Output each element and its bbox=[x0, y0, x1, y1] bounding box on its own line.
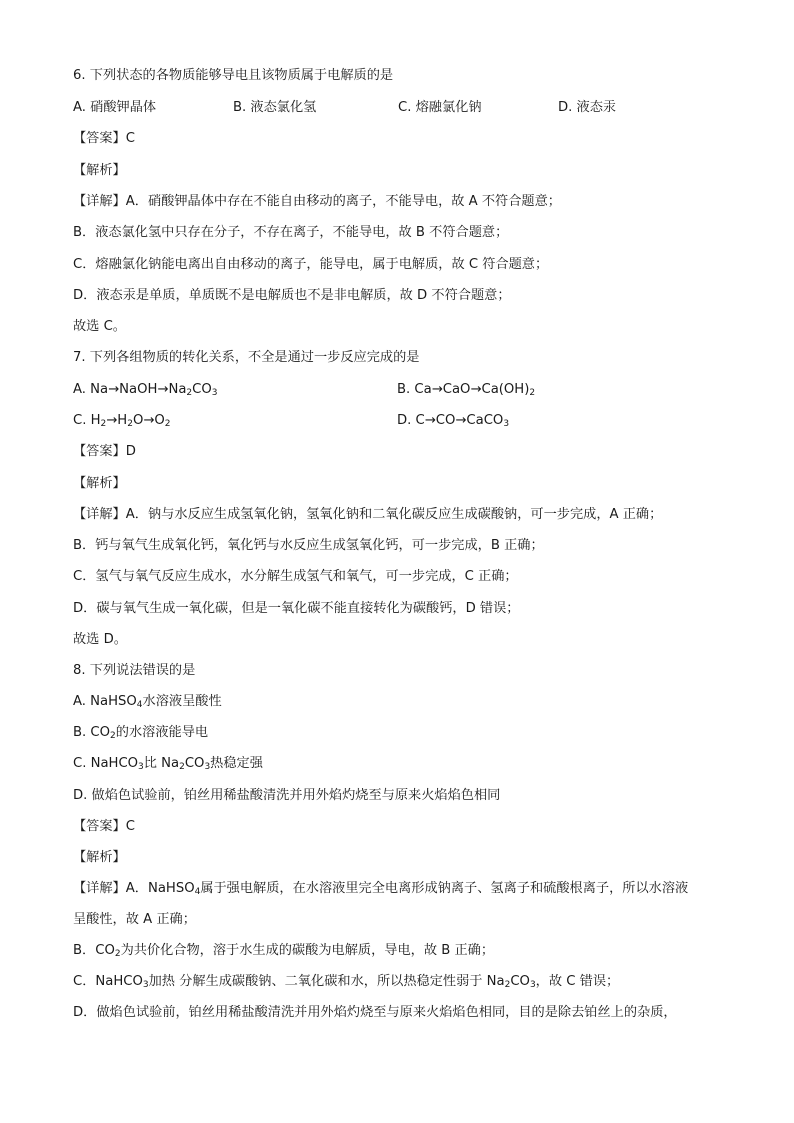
question-6-answer: 【答案】C bbox=[73, 131, 135, 146]
question-8-option-a: A. NaHSO$_4$水溶液呈酸性 bbox=[73, 694, 222, 710]
question-8-detail-b: B．$CO_2$为共价化合物，溶于水生成的碳酸为电解质，导电，故 B 正确； bbox=[73, 943, 495, 959]
question-6-detail-a: 【详解】A．硝酸钾晶体中存在不能自由移动的离子，不能导电，故 A 不符合题意； bbox=[73, 194, 561, 209]
question-6-detail-b: B．液态氯化氢中只存在分子，不存在离子，不能导电，故 B 不符合题意； bbox=[73, 225, 509, 240]
question-7-option-c: C. $H_2\to H_2O\to O_2$ bbox=[73, 413, 171, 429]
question-7-detail-a: 【详解】A．钠与水反应生成氢氧化钠，氢氧化钠和二氧化碳反应生成碳酸钠，可一步完成，A 正确； bbox=[73, 507, 663, 522]
question-7-option-b: B. $Ca\to CaO\to Ca(OH)_2$ bbox=[397, 382, 536, 398]
question-7-detail-d: D．碳与氧气生成一氧化碳，但是一氧化碳不能直接转化为碳酸钙，D 错误； bbox=[73, 601, 520, 616]
question-8-detail-a: 【详解】A．NaHSO$_4$属于强电解质，在水溶液里完全电离形成钠离子、氢离子和硫酸根离子，所以水溶液 bbox=[73, 881, 689, 897]
question-6-stem: 6. 下列状态的各物质能够导电且该物质属于电解质的是 bbox=[73, 68, 394, 83]
question-6-conclusion: 故选 C。 bbox=[73, 319, 126, 334]
question-7-detail-c: C．氢气与氧气反应生成水，水分解生成氢气和氧气，可一步完成，C 正确； bbox=[73, 569, 518, 584]
question-6-detail-c: C．熔融氯化钠能电离出自由移动的离子，能导电，属于电解质，故 C 符合题意； bbox=[73, 257, 549, 272]
question-6-option-a: A. 硝酸钾晶体 bbox=[73, 100, 157, 115]
question-6-analysis-label: 【解析】 bbox=[73, 163, 126, 178]
question-8-option-d: D. 做焰色试验前，铂丝用稀盐酸清洗并用外焰灼烧至与原来火焰焰色相同 bbox=[73, 788, 501, 803]
question-7-option-d: D. C→CO→CaCO$_3$ bbox=[397, 413, 510, 429]
question-6-option-b: B. 液态氯化氢 bbox=[233, 100, 317, 115]
question-8-detail-a-cont: 呈酸性，故 A 正确； bbox=[73, 912, 196, 927]
question-7-conclusion: 故选 D。 bbox=[73, 632, 127, 647]
question-8-detail-c: C．NaHCO$_3$加热 分解生成碳酸钠、二氧化碳和水，所以热稳定性弱于 $Na_2CO_3$，故 C 错误； bbox=[73, 974, 620, 990]
question-6-option-c: C. 熔融氯化钠 bbox=[398, 100, 482, 115]
question-6-option-d: D. 液态汞 bbox=[558, 100, 617, 115]
question-6-detail-d: D．液态汞是单质，单质既不是电解质也不是非电解质，故 D 不符合题意； bbox=[73, 288, 511, 303]
question-7-detail-b: B．钙与氧气生成氧化钙，氧化钙与水反应生成氢氧化钙，可一步完成，B 正确； bbox=[73, 538, 544, 553]
question-7-answer: 【答案】D bbox=[73, 444, 136, 459]
question-8-analysis-label: 【解析】 bbox=[73, 850, 126, 865]
question-8-detail-d: D．做焰色试验前，铂丝用稀盐酸清洗并用外焰灼烧至与原来火焰焰色相同，目的是除去铂丝上的杂质， bbox=[73, 1005, 677, 1020]
question-8-answer: 【答案】C bbox=[73, 819, 135, 834]
question-8-option-c: C. NaHCO$_3$比 $Na_2CO_3$热稳定强 bbox=[73, 756, 263, 772]
question-7-analysis-label: 【解析】 bbox=[73, 476, 126, 491]
question-7-option-a: A. $Na\to NaOH\to Na_2CO_3$ bbox=[73, 382, 218, 398]
question-7-stem: 7. 下列各组物质的转化关系，不全是通过一步反应完成的是 bbox=[73, 350, 420, 365]
question-8-option-b: B. $CO_2$的水溶液能导电 bbox=[73, 725, 209, 741]
question-8-stem: 8. 下列说法错误的是 bbox=[73, 663, 196, 678]
